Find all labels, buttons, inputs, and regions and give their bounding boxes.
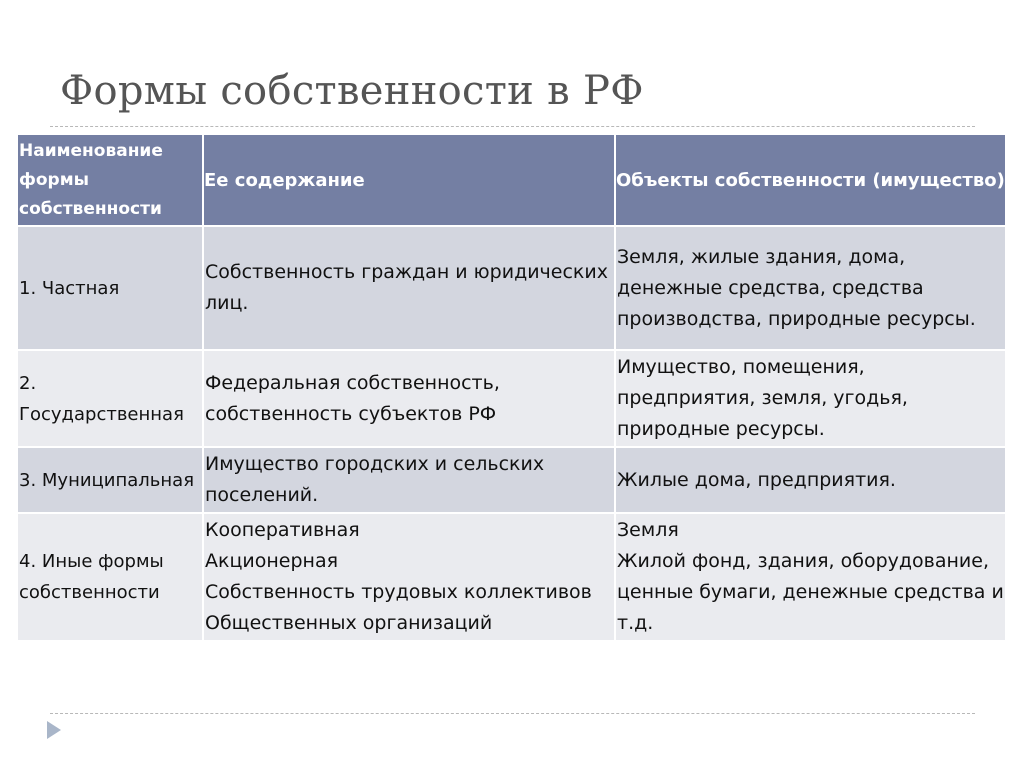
row-objects: [616, 514, 1005, 642]
row-content-line: Собственность трудовых коллективов: [205, 581, 592, 603]
row-form-name: 3. Муниципальная: [18, 448, 204, 514]
row-content-line: Имущество городских и сельских поселений.: [205, 453, 545, 506]
row-objects-line: Жилые дома, предприятия.: [617, 468, 896, 491]
row-content-line: Кооперативная: [205, 519, 360, 541]
row-content-line: Общественных организаций: [205, 612, 493, 634]
next-slide-triangle-icon[interactable]: [47, 721, 61, 739]
row-form-name: 1. Частная: [18, 227, 204, 351]
row-content-line: Собственность граждан и юридических лиц.: [205, 261, 608, 314]
row-form-name: 2. Государственная: [18, 351, 204, 448]
title-divider: [50, 126, 975, 127]
row-content: [204, 448, 616, 514]
table-row: [18, 351, 1005, 448]
row-objects-line: Имущество, помещения, предприятия, земля, угодья, природные ресурсы.: [617, 356, 908, 440]
row-objects-line: Земля, жилые здания, дома, денежные средства, средства производства, природные ресурсы.: [617, 245, 976, 330]
row-content: [204, 227, 616, 351]
row-objects: [616, 351, 1005, 448]
row-objects-line: Жилой фонд, здания, оборудование, ценные бумаги, денежные средства и т.д.: [617, 550, 1004, 634]
table-header-row: [18, 135, 1005, 227]
row-form-name: 4. Иные формы собственности: [18, 514, 204, 642]
header-form-name: Наименование формы собственности: [18, 135, 204, 227]
table-row: [18, 227, 1005, 351]
header-objects: Объекты собственности (имущество): [616, 135, 1005, 227]
slide-title: Формы собственности в РФ: [60, 68, 644, 114]
row-objects: [616, 448, 1005, 514]
row-content-line: Акционерная: [205, 550, 339, 572]
footer-divider: [50, 713, 975, 714]
row-content: [204, 351, 616, 448]
row-objects-line: Земля: [617, 519, 679, 541]
table-row: [18, 448, 1005, 514]
property-forms-table: [18, 135, 1005, 642]
row-objects: [616, 227, 1005, 351]
table-row: [18, 514, 1005, 642]
row-content: [204, 514, 616, 642]
row-content-line: Федеральная собственность, собственность субъектов РФ: [205, 371, 500, 425]
header-content: Ее содержание: [204, 135, 616, 227]
